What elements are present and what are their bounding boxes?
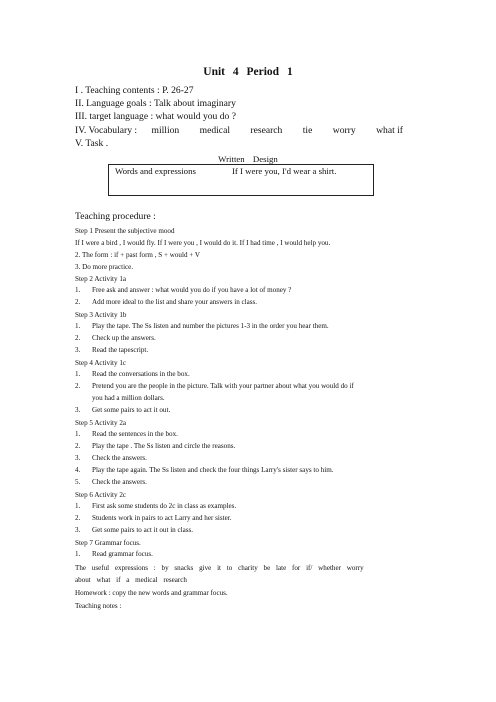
written-design-title: Written Design — [218, 154, 278, 164]
item-number: 3. — [75, 406, 81, 414]
written-design-left: Words and expressions — [115, 166, 196, 176]
step-6-heading: Step 6 Activity 2c — [75, 491, 127, 499]
language-goals: II. Language goals : Talk about imaginary — [75, 98, 236, 109]
step-4-heading: Step 4 Activity 1c — [75, 359, 127, 367]
useful-expressions-continued: about what if a medical research — [75, 576, 187, 584]
procedure-title: Teaching procedure : — [75, 211, 156, 222]
vocabulary-line — [75, 126, 403, 136]
list-item: Add more ideal to the list and share your answers in class. — [92, 298, 258, 306]
vocab-label: IV. Vocabulary : — [75, 125, 138, 136]
useful-expressions: The useful expressions : by snacks give it to charity be late for if/ whether worry — [75, 564, 364, 572]
list-item: First ask some students do 2c in class as examples. — [92, 502, 237, 510]
task-line: V. Task . — [75, 138, 109, 149]
list-item: Read grammar focus. — [92, 550, 153, 558]
item-number: 2. — [75, 334, 81, 342]
list-item: Free ask and answer : what would you do if you have a lot of money ? — [92, 286, 292, 294]
step-2-heading: Step 2 Activity 1a — [75, 275, 127, 283]
list-item: Check up the answers. — [92, 334, 156, 342]
vocab-word: what if — [376, 125, 404, 136]
list-item-continued: you had a million dollars. — [92, 394, 165, 402]
list-item: Read the conversations in the box. — [92, 370, 190, 378]
list-item: Read the tapescript. — [92, 346, 149, 354]
item-number: 3. — [75, 526, 81, 534]
step-1-practice: 3. Do more practice. — [75, 263, 134, 271]
list-item: Play the tape. The Ss listen and number the pictures 1-3 in the order you hear them. — [92, 322, 329, 330]
step-1-heading: Step 1 Present the subjective mood — [75, 227, 175, 235]
item-number: 2. — [75, 298, 81, 306]
list-item: Play the tape . The Ss listen and circle the reasons. — [92, 442, 236, 450]
step-1-form: 2. The form : if + past form , S + would + V — [75, 251, 201, 259]
item-number: 1. — [75, 370, 81, 378]
vocab-word: million — [151, 125, 180, 136]
item-number: 1. — [75, 286, 81, 294]
step-1-example: If I were a bird , I would fly. If I were you , I would do it. If I had time , I would help you. — [75, 239, 331, 247]
step-7-heading: Step 7 Grammar focus. — [75, 539, 141, 547]
list-item: Check the answers. — [92, 478, 147, 486]
item-number: 1. — [75, 550, 81, 558]
page-title: Unit 4 Period 1 — [203, 66, 293, 78]
target-language: III. target language : what would you do ? — [75, 111, 237, 122]
vocab-word: research — [250, 125, 283, 136]
teaching-notes: Teaching notes : — [75, 602, 122, 610]
step-3-heading: Step 3 Activity 1b — [75, 311, 127, 319]
item-number: 1. — [75, 322, 81, 330]
list-item: Get some pairs to act it out in class. — [92, 526, 194, 534]
teaching-contents: I . Teaching contents : P. 26-27 — [75, 85, 194, 96]
vocab-word: tie — [302, 125, 313, 136]
item-number: 2. — [75, 514, 81, 522]
step-5-heading: Step 5 Activity 2a — [75, 419, 127, 427]
item-number: 5. — [75, 478, 81, 486]
vocab-word: worry — [332, 125, 356, 136]
list-item: Students work in pairs to act Larry and her sister. — [92, 514, 232, 522]
list-item: Read the sentences in the box. — [92, 430, 178, 438]
homework-line: Homework : copy the new words and grammar focus. — [75, 589, 228, 597]
list-item: Pretend you are the people in the picture. Talk with your partner about what you would do if — [92, 382, 354, 390]
written-design-right: If I were you, I'd wear a shirt. — [232, 166, 337, 176]
item-number: 2. — [75, 442, 81, 450]
item-number: 2. — [75, 382, 81, 390]
item-number: 3. — [75, 454, 81, 462]
list-item: Get some pairs to act it out. — [92, 406, 171, 414]
item-number: 1. — [75, 502, 81, 510]
vocab-word: medical — [199, 125, 230, 136]
item-number: 1. — [75, 430, 81, 438]
list-item: Check the answers. — [92, 454, 147, 462]
list-item: Play the tape again. The Ss listen and check the four things Larry's sister says to him. — [92, 466, 334, 474]
item-number: 4. — [75, 466, 81, 474]
item-number: 3. — [75, 346, 81, 354]
